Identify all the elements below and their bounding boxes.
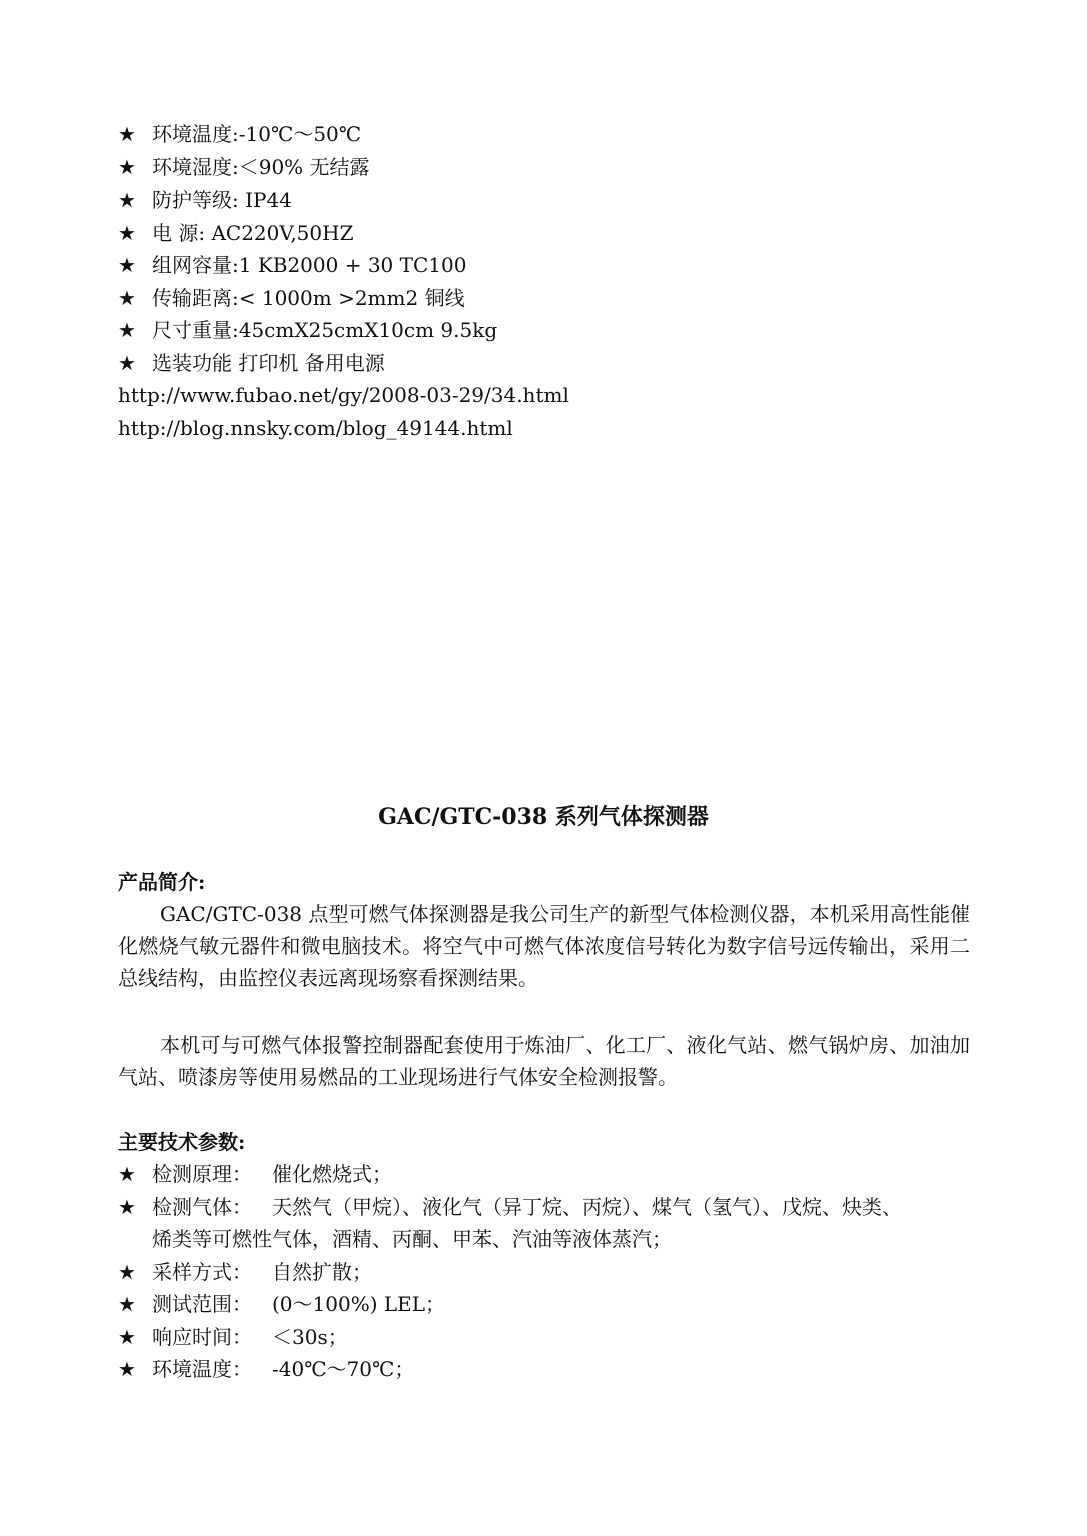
star-bullet-icon: ★ xyxy=(118,155,136,179)
param-value: -40℃～70℃； xyxy=(272,1357,415,1381)
star-bullet-icon: ★ xyxy=(118,1357,136,1381)
spec-line-ambient-temp xyxy=(118,118,361,150)
star-bullet-icon: ★ xyxy=(118,1325,136,1349)
spec-text: 环境温度:-10℃～50℃ xyxy=(152,122,362,146)
param-line-response xyxy=(118,1321,348,1353)
params-heading: 主要技术参数: xyxy=(118,1130,246,1154)
param-label: 测试范围： xyxy=(152,1292,252,1316)
product-title: GAC/GTC-038 系列气体探测器 xyxy=(378,804,709,830)
spec-line-network xyxy=(118,249,466,281)
spec-text: 选装功能 打印机 备用电源 xyxy=(152,351,385,375)
param-line-range xyxy=(118,1288,445,1320)
spec-text: 尺寸重量:45cmX25cmX10cm 9.5kg xyxy=(152,318,498,342)
intro-paragraph-1: GAC/GTC-038 点型可燃气体探测器是我公司生产的新型气体检测仪器，本机采用高性能催化燃烧气敏元器件和微电脑技术。将空气中可燃气体浓度信号转化为数字信号远传输出，采用二总线结构，由监控仪表远离现场察看探测结果。 xyxy=(118,902,970,990)
param-line-gases-continued: 烯类等可燃性气体，酒精、丙酮、甲苯、汽油等液体蒸汽； xyxy=(152,1227,672,1251)
param-value: ＜30s； xyxy=(272,1325,348,1349)
spec-text: 组网容量:1 KB2000 + 30 TC100 xyxy=(152,253,467,277)
star-bullet-icon: ★ xyxy=(118,221,136,245)
spec-text: 传输距离:< 1000m >2mm2 铜线 xyxy=(152,286,465,310)
spec-text: 电 源: AC220V,50HZ xyxy=(152,221,354,245)
param-label: 检测气体： xyxy=(152,1195,252,1219)
star-bullet-icon: ★ xyxy=(118,318,136,342)
link-fubao[interactable]: http://www.fubao.net/gy/2008-03-29/34.html xyxy=(118,383,569,407)
spec-line-power xyxy=(118,217,353,249)
param-label: 环境温度： xyxy=(152,1357,252,1381)
spec-line-protection xyxy=(118,184,292,216)
param-value: 自然扩散； xyxy=(272,1260,372,1284)
spec-line-options xyxy=(118,347,385,379)
param-line-temperature xyxy=(118,1353,414,1385)
star-bullet-icon: ★ xyxy=(118,188,136,212)
star-bullet-icon: ★ xyxy=(118,1195,136,1219)
star-bullet-icon: ★ xyxy=(118,253,136,277)
param-line-sampling xyxy=(118,1256,372,1288)
param-line-principle xyxy=(118,1158,392,1190)
spec-line-distance xyxy=(118,282,465,314)
intro-heading: 产品简介: xyxy=(118,870,206,894)
spec-line-size-weight xyxy=(118,314,497,346)
spec-text: 防护等级: IP44 xyxy=(152,188,292,212)
spec-text: 环境湿度:＜90% 无结露 xyxy=(152,155,370,179)
star-bullet-icon: ★ xyxy=(118,1292,136,1316)
spec-line-humidity xyxy=(118,151,370,183)
star-bullet-icon: ★ xyxy=(118,122,136,146)
param-label: 响应时间： xyxy=(152,1325,252,1349)
star-bullet-icon: ★ xyxy=(118,286,136,310)
star-bullet-icon: ★ xyxy=(118,1260,136,1284)
param-value: (0～100%) LEL； xyxy=(272,1292,446,1316)
param-value: 天然气（甲烷）、液化气（异丁烷、丙烷）、煤气（氢气）、戊烷、炔类、 xyxy=(272,1195,902,1219)
link-nnsky-blog[interactable]: http://blog.nnsky.com/blog_49144.html xyxy=(118,416,513,440)
param-line-gases xyxy=(118,1191,902,1223)
param-value: 催化燃烧式； xyxy=(272,1162,392,1186)
param-label: 检测原理： xyxy=(152,1162,252,1186)
star-bullet-icon: ★ xyxy=(118,1162,136,1186)
intro-paragraph-2: 本机可与可燃气体报警控制器配套使用于炼油厂、化工厂、液化气站、燃气锅炉房、加油加气站、喷漆房等使用易燃品的工业现场进行气体安全检测报警。 xyxy=(118,1033,970,1089)
param-label: 采样方式： xyxy=(152,1260,252,1284)
star-bullet-icon: ★ xyxy=(118,351,136,375)
